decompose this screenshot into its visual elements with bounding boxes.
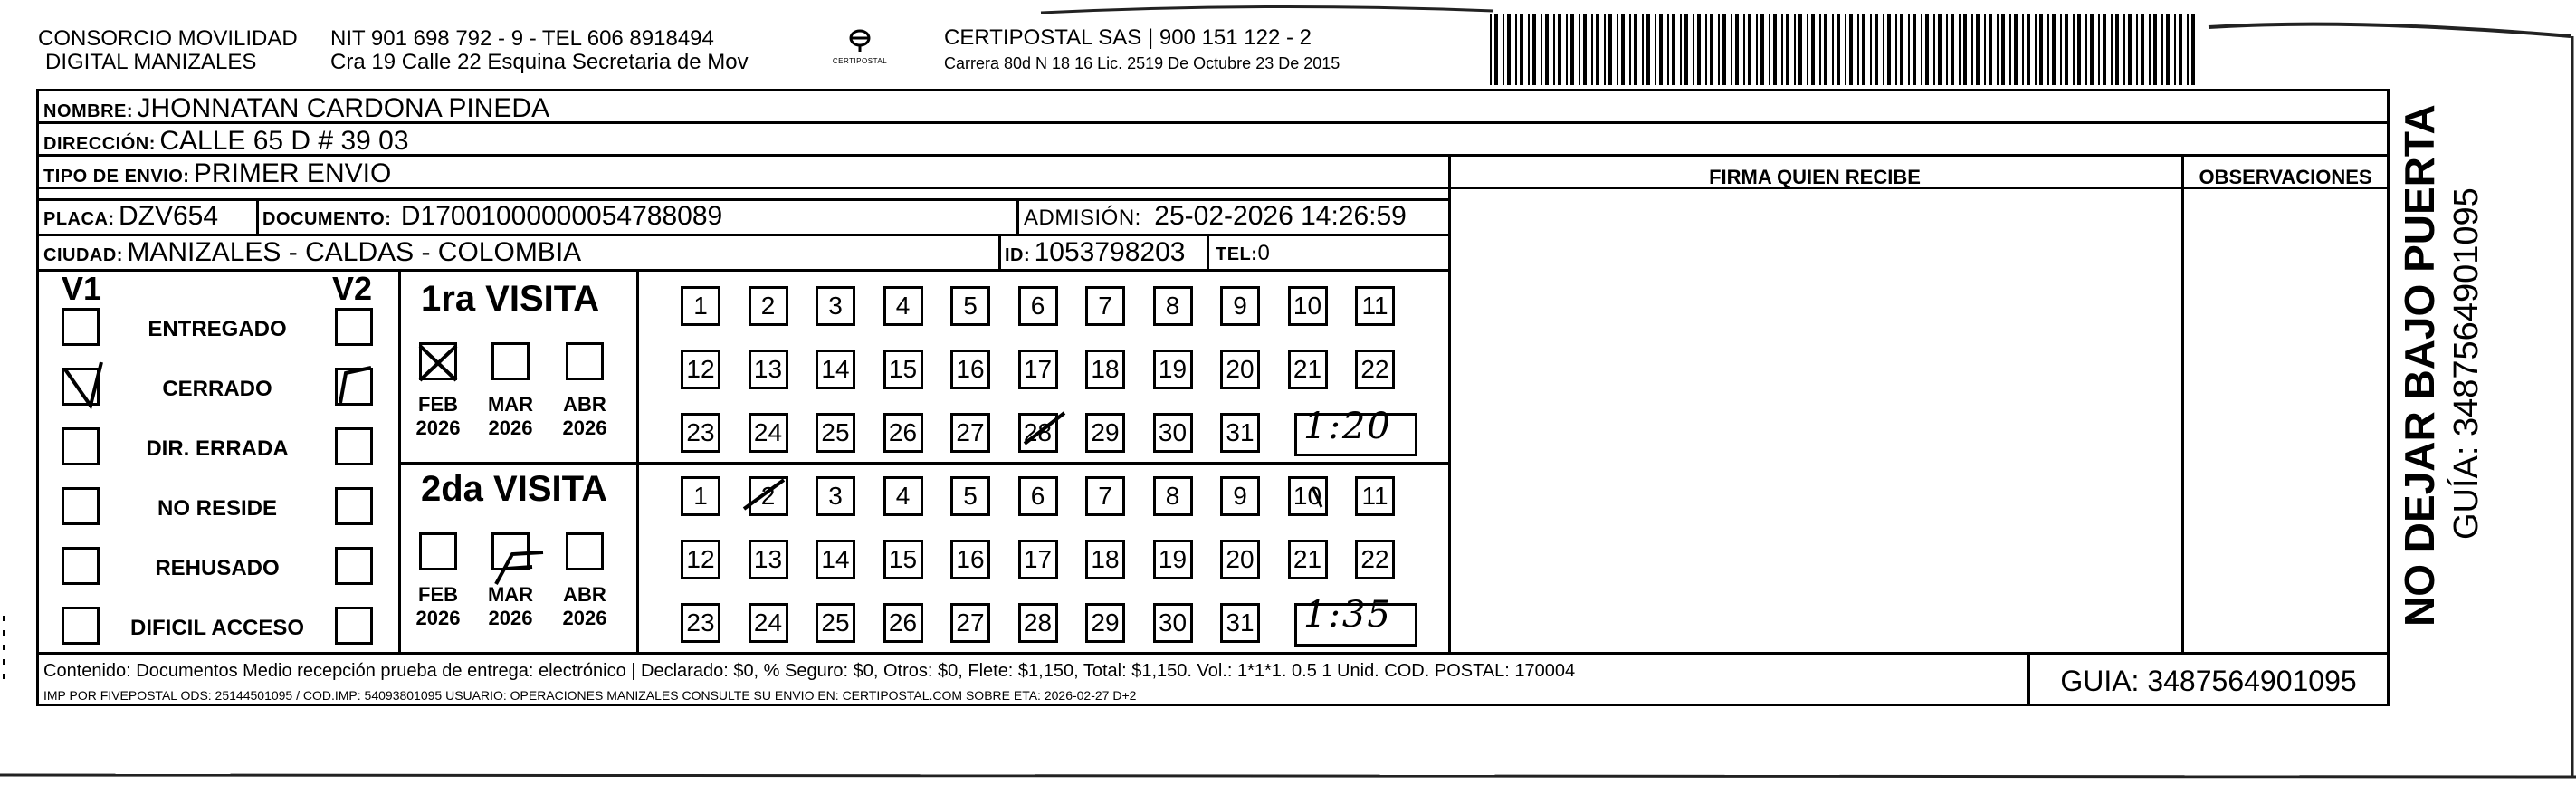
- second-visit-month-label: ABR 2026: [562, 583, 607, 629]
- second-visit-day-box[interactable]: 14: [816, 540, 855, 579]
- first-visit-day-box[interactable]: 9: [1220, 286, 1260, 326]
- second-visit-day-box[interactable]: 5: [950, 476, 990, 516]
- second-visit-month-checkbox[interactable]: [491, 532, 530, 570]
- first-visit-day-box[interactable]: 26: [883, 413, 923, 453]
- first-visit-day-box[interactable]: 1: [681, 286, 720, 326]
- first-visit-day-box[interactable]: 23: [681, 413, 720, 453]
- placa-field: PLACA: DZV654: [43, 201, 219, 231]
- second-visit-day-box[interactable]: 1: [681, 476, 720, 516]
- second-visit-day-box[interactable]: 4: [883, 476, 923, 516]
- second-visit-day-box[interactable]: 18: [1085, 540, 1125, 579]
- second-visit-day-box[interactable]: 19: [1153, 540, 1193, 579]
- certipostal-logo: CERTIPOSTAL: [828, 27, 892, 76]
- first-visit-day-box[interactable]: 7: [1085, 286, 1125, 326]
- first-visit-month-label: ABR 2026: [562, 393, 607, 439]
- second-visit-day-box[interactable]: 11: [1355, 476, 1395, 516]
- second-visit-day-box[interactable]: 27: [950, 603, 990, 643]
- first-visit-time: 1:20: [1303, 406, 1392, 447]
- first-visit-day-box[interactable]: 3: [816, 286, 855, 326]
- v1-label: V1: [62, 270, 102, 307]
- second-visit-day-box[interactable]: 29: [1085, 603, 1125, 643]
- second-visit-day-box[interactable]: 30: [1153, 603, 1193, 643]
- admision-field: ADMISIÓN: 25-02-2026 14:26:59: [1024, 201, 1407, 231]
- v1-checkbox[interactable]: [62, 607, 100, 645]
- first-visit-title: 1ra VISITA: [421, 279, 600, 319]
- second-visit-day-box[interactable]: 17: [1018, 540, 1058, 579]
- first-visit-month-checkbox[interactable]: [491, 342, 530, 380]
- second-visit-day-box[interactable]: 8: [1153, 476, 1193, 516]
- v2-checkbox[interactable]: [335, 547, 373, 585]
- second-visit-title: 2da VISITA: [421, 469, 607, 509]
- status-label: DIFICIL ACCESO: [129, 616, 304, 640]
- second-visit-day-box[interactable]: 12: [681, 540, 720, 579]
- firma-label: FIRMA QUIEN RECIBE: [1709, 166, 1921, 188]
- first-visit-day-box[interactable]: 20: [1220, 350, 1260, 389]
- v2-checkbox[interactable]: [335, 607, 373, 645]
- status-label: REHUSADO: [155, 556, 280, 580]
- first-visit-day-box[interactable]: 15: [883, 350, 923, 389]
- v1-checkbox[interactable]: [62, 547, 100, 585]
- v2-label: V2: [332, 270, 373, 307]
- v1-checkbox[interactable]: [62, 308, 100, 346]
- company-name: CONSORCIO MOVILIDAD DIGITAL MANIZALES: [38, 26, 298, 74]
- first-visit-day-box[interactable]: 8: [1153, 286, 1193, 326]
- first-visit-day-box[interactable]: 27: [950, 413, 990, 453]
- first-visit-day-box[interactable]: 31: [1220, 413, 1260, 453]
- first-visit-day-box[interactable]: 22: [1355, 350, 1395, 389]
- second-visit-day-box[interactable]: 7: [1085, 476, 1125, 516]
- footer-imp-line: IMP POR FIVEPOSTAL ODS: 25144501095 / COD.IMP: 54093801095 USUARIO: OPERACIONES MANIZALES CONSULTE SU ENVIO EN: CERTIPOSTAL.COM SOBRE ETA: 2026-02-27 D+2: [43, 688, 1137, 703]
- second-visit-day-box[interactable]: 6: [1018, 476, 1058, 516]
- first-visit-day-box[interactable]: 18: [1085, 350, 1125, 389]
- second-visit-month-checkbox[interactable]: [566, 532, 604, 570]
- first-visit-day-box[interactable]: 21: [1288, 350, 1328, 389]
- first-visit-day-box[interactable]: 25: [816, 413, 855, 453]
- first-visit-day-box[interactable]: 24: [749, 413, 788, 453]
- second-visit-day-box[interactable]: 26: [883, 603, 923, 643]
- second-visit-day-box[interactable]: 28: [1018, 603, 1058, 643]
- v2-checkbox[interactable]: [335, 368, 373, 406]
- second-visit-day-box[interactable]: 10: [1288, 476, 1328, 516]
- second-visit-month-label: MAR 2026: [487, 583, 534, 629]
- first-visit-day-box[interactable]: 11: [1355, 286, 1395, 326]
- second-visit-day-box[interactable]: 20: [1220, 540, 1260, 579]
- first-visit-day-box[interactable]: 5: [950, 286, 990, 326]
- first-visit-month-checkbox[interactable]: [566, 342, 604, 380]
- status-label: CERRADO: [162, 377, 272, 401]
- first-visit-day-box[interactable]: 2: [749, 286, 788, 326]
- second-visit-day-box[interactable]: 13: [749, 540, 788, 579]
- id-field: ID: 1053798203: [1005, 237, 1186, 267]
- first-visit-day-box[interactable]: 14: [816, 350, 855, 389]
- second-visit-day-box[interactable]: 16: [950, 540, 990, 579]
- first-visit-day-box[interactable]: 28: [1018, 413, 1058, 453]
- second-visit-day-box[interactable]: 23: [681, 603, 720, 643]
- v2-checkbox[interactable]: [335, 308, 373, 346]
- status-label: DIR. ERRADA: [146, 436, 289, 461]
- side-guia: GUÍA: 3487564901095: [2447, 187, 2485, 540]
- status-label: NO RESIDE: [157, 496, 278, 521]
- second-visit-day-box[interactable]: 31: [1220, 603, 1260, 643]
- tel-field: TEL:0: [1216, 241, 1270, 265]
- first-visit-day-box[interactable]: 4: [883, 286, 923, 326]
- v1-checkbox[interactable]: [62, 368, 100, 406]
- v1-checkbox[interactable]: [62, 487, 100, 525]
- first-visit-month-label: MAR 2026: [487, 393, 534, 439]
- guia-number: GUIA: 3487564901095: [2060, 665, 2357, 697]
- tipo-envio-row: TIPO DE ENVIO: PRIMER ENVIO: [43, 158, 392, 188]
- second-visit-day-box[interactable]: 21: [1288, 540, 1328, 579]
- second-visit-day-box[interactable]: 9: [1220, 476, 1260, 516]
- first-visit-day-box[interactable]: 12: [681, 350, 720, 389]
- second-visit-day-box[interactable]: 22: [1355, 540, 1395, 579]
- first-visit-day-box[interactable]: 6: [1018, 286, 1058, 326]
- first-visit-day-box[interactable]: 13: [749, 350, 788, 389]
- courier-info: CERTIPOSTAL SAS | 900 151 122 - 2 Carrera 80d N 18 16 Lic. 2519 De Octubre 23 De 2015: [944, 25, 1340, 72]
- footer-contenido: Contenido: Documentos Medio recepción prueba de entrega: electrónico | Declarado: $0, % Seguro: $0, Otros: $0, Flete: $1,150, Total: $1,150. Vol.: 1*1*1. 0.5 1 Unid. COD. POSTAL: 170004: [43, 661, 1576, 681]
- v1-checkbox[interactable]: [62, 427, 100, 465]
- no-dejar-warning: NO DEJAR BAJO PUERTA: [2396, 104, 2443, 627]
- second-visit-day-box[interactable]: 15: [883, 540, 923, 579]
- company-nit: NIT 901 698 792 - 9 - TEL 606 8918494 Cra 19 Calle 22 Esquina Secretaria de Mov: [330, 26, 749, 74]
- first-visit-month-checkbox[interactable]: [419, 342, 457, 380]
- v2-checkbox[interactable]: [335, 427, 373, 465]
- second-visit-month-label: FEB 2026: [415, 583, 461, 629]
- status-label: ENTREGADO: [148, 317, 287, 341]
- first-visit-month-label: FEB 2026: [415, 393, 461, 439]
- observaciones-label: OBSERVACIONES: [2199, 166, 2372, 188]
- second-visit-day-box[interactable]: 2: [749, 476, 788, 516]
- ciudad-field: CIUDAD: MANIZALES - CALDAS - COLOMBIA: [43, 237, 582, 267]
- second-visit-time: 1:35: [1303, 594, 1392, 636]
- documento-field: DOCUMENTO: D17001000000054788089: [262, 201, 723, 231]
- second-visit-month-checkbox[interactable]: [419, 532, 457, 570]
- first-visit-day-box[interactable]: 30: [1153, 413, 1193, 453]
- second-visit-day-box[interactable]: 25: [816, 603, 855, 643]
- first-visit-day-box[interactable]: 17: [1018, 350, 1058, 389]
- second-visit-day-box[interactable]: 3: [816, 476, 855, 516]
- first-visit-day-box[interactable]: 10: [1288, 286, 1328, 326]
- direccion-row: DIRECCIÓN: CALLE 65 D # 39 03: [43, 126, 409, 156]
- second-visit-day-box[interactable]: 24: [749, 603, 788, 643]
- first-visit-day-box[interactable]: 16: [950, 350, 990, 389]
- first-visit-day-box[interactable]: 19: [1153, 350, 1193, 389]
- v2-checkbox[interactable]: [335, 487, 373, 525]
- first-visit-day-box[interactable]: 29: [1085, 413, 1125, 453]
- nombre-row: NOMBRE: JHONNATAN CARDONA PINEDA: [43, 93, 550, 123]
